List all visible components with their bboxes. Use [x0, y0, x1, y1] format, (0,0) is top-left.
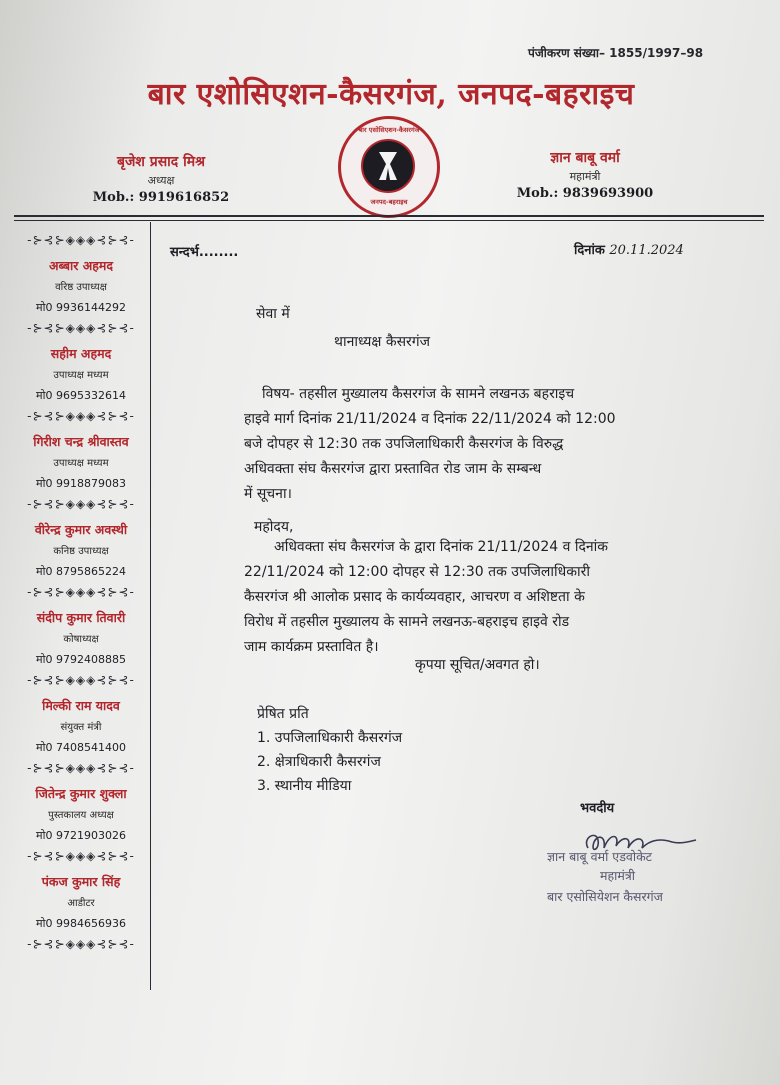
member-entry [18, 521, 144, 579]
subject-line: अधिवक्ता संघ कैसरगंज द्वारा प्रस्तावित रोड जाम के सम्बन्ध [244, 461, 542, 477]
member-entry [18, 609, 144, 667]
subject-line: में सूचना। [244, 486, 292, 502]
sidebar-divider [150, 222, 151, 990]
ornament-divider: -⊱⊰⊱◈◈◈⊰⊱⊰- [27, 673, 135, 687]
member-mobile: मो0 9695332614 [36, 389, 126, 402]
member-entry [18, 433, 144, 491]
member-entry [18, 257, 144, 315]
member-entry [18, 345, 144, 403]
cc-item: 3. स्थानीय मीडिया [257, 778, 352, 794]
member-mobile: मो0 9936144292 [36, 301, 126, 314]
member-entry [18, 873, 144, 931]
body-block [244, 535, 689, 660]
president-name: बृजेश प्रसाद मिश्र [116, 154, 206, 170]
association-seal-logo [338, 116, 440, 218]
body-line: विरोध में तहसील मुख्यालय के सामने लखनऊ-बहराइच हाइवे रोड [244, 614, 570, 630]
closing: भवदीय [580, 801, 615, 816]
member-designation: वरिष्ठ उपाध्यक्ष [55, 282, 107, 293]
president-block [86, 152, 236, 205]
subject-line: बजे दोपहर से 12:30 तक उपजिलाधिकारी कैसरगंज के विरुद्ध [244, 436, 564, 452]
member-mobile: मो0 9792408885 [36, 653, 126, 666]
member-mobile: मो0 9984656936 [36, 917, 126, 930]
seal-emblem [361, 139, 415, 193]
ornament-divider: -⊱⊰⊱◈◈◈⊰⊱⊰- [27, 849, 135, 863]
association-title: बार एशोसिएशन-कैसरगंज, जनपद-बहराइच [147, 77, 635, 112]
secretary-mobile: Mob.: 9839693900 [516, 186, 654, 201]
member-entry [18, 785, 144, 843]
cc-item: 1. उपजिलाधिकारी कैसरगंज [257, 730, 403, 746]
reference-line: सन्दर्भ........ [170, 245, 239, 260]
president-designation: अध्यक्ष [147, 174, 175, 187]
signatory-designation: महामंत्री [600, 868, 635, 883]
date-label: दिनांक [574, 243, 605, 258]
registration-number: पंजीकरण संख्या– 1855/1997–98 [528, 46, 704, 60]
member-designation: कोषाध्यक्ष [63, 634, 99, 645]
member-name: मिल्की राम यादव [42, 698, 120, 713]
ornament-divider: -⊱⊰⊱◈◈◈⊰⊱⊰- [27, 233, 135, 247]
signatory-name: ज्ञान बाबू वर्मा एडवोकेट [547, 849, 652, 864]
request-line: कृपया सूचित/अवगत हो। [415, 657, 540, 673]
body-line: जाम कार्यक्रम प्रस्तावित है। [244, 639, 379, 655]
seal-bottom-text: जनपद-बहराइच [370, 198, 408, 206]
date-line [574, 240, 684, 258]
secretary-block [500, 148, 670, 201]
signatory-organization: बार एसोसियेशन कैसरगंज [547, 889, 663, 904]
salutation-to: सेवा में [256, 306, 290, 322]
member-designation: संयुक्त मंत्री [60, 722, 102, 733]
advocate-band-icon [377, 152, 399, 180]
member-mobile: मो0 9918879083 [36, 477, 126, 490]
member-name: सहीम अहमद [50, 346, 112, 361]
subject-line: विषय- तहसील मुख्यालय कैसरगंज के सामने लखनऊ बहराइच [262, 386, 575, 402]
member-name: पंकज कुमार सिंह [41, 874, 121, 889]
member-designation: पुस्तकालय अध्यक्ष [48, 810, 114, 821]
member-name: संदीप कुमार तिवारी [36, 610, 126, 625]
subject-line: हाइवे मार्ग दिनांक 21/11/2024 व दिनांक 22/11/2024 को 12:00 [244, 411, 616, 427]
header-divider [14, 215, 764, 217]
body-line: 22/11/2024 को 12:00 दोपहर से 12:30 तक उपजिलाधिकारी [244, 564, 591, 580]
member-designation: उपाध्यक्ष मध्यम [53, 370, 109, 381]
ornament-divider: -⊱⊰⊱◈◈◈⊰⊱⊰- [27, 321, 135, 335]
cc-heading: प्रेषित प्रति [257, 706, 309, 722]
member-entry [18, 697, 144, 755]
member-name: वीरेन्द्र कुमार अवस्थी [34, 522, 128, 537]
date-value: 20.11.2024 [609, 243, 684, 258]
secretary-designation: महामंत्री [569, 170, 601, 183]
header-divider-thin [14, 220, 764, 221]
ornament-divider: -⊱⊰⊱◈◈◈⊰⊱⊰- [27, 497, 135, 511]
member-name: जितेन्द्र कुमार शुक्ला [35, 786, 127, 801]
member-mobile: मो0 8795865224 [36, 565, 126, 578]
body-line: कैसरगंज श्री आलोक प्रसाद के कार्यव्यवहार, आचरण व अशिष्टता के [244, 589, 585, 605]
member-name: अब्बार अहमद [48, 258, 114, 273]
ornament-divider: -⊱⊰⊱◈◈◈⊰⊱⊰- [27, 409, 135, 423]
office-bearers-sidebar [18, 232, 144, 952]
ornament-divider: -⊱⊰⊱◈◈◈⊰⊱⊰- [27, 585, 135, 599]
greeting: महोदय, [254, 519, 294, 535]
seal-top-text: बार एसोसिएशन-कैसरगंज [358, 126, 420, 134]
member-mobile: मो0 7408541400 [36, 741, 126, 754]
cc-item: 2. क्षेत्राधिकारी कैसरगंज [257, 754, 381, 770]
member-designation: आडीटर [67, 898, 95, 909]
ornament-divider: -⊱⊰⊱◈◈◈⊰⊱⊰- [27, 761, 135, 775]
member-designation: कनिष्ठ उपाध्यक्ष [53, 546, 109, 557]
recipient: थानाध्यक्ष कैसरगंज [334, 334, 431, 350]
secretary-name: ज्ञान बाबू वर्मा [550, 150, 620, 166]
body-line: अधिवक्ता संघ कैसरगंज के द्वारा दिनांक 21/11/2024 व दिनांक [274, 539, 609, 555]
president-mobile: Mob.: 9919616852 [92, 190, 230, 205]
member-designation: उपाध्यक्ष मध्यम [53, 458, 109, 469]
ornament-divider: -⊱⊰⊱◈◈◈⊰⊱⊰- [27, 937, 135, 951]
member-mobile: मो0 9721903026 [36, 829, 126, 842]
subject-block [244, 382, 684, 507]
member-name: गिरीश चन्द्र श्रीवास्तव [33, 434, 129, 449]
